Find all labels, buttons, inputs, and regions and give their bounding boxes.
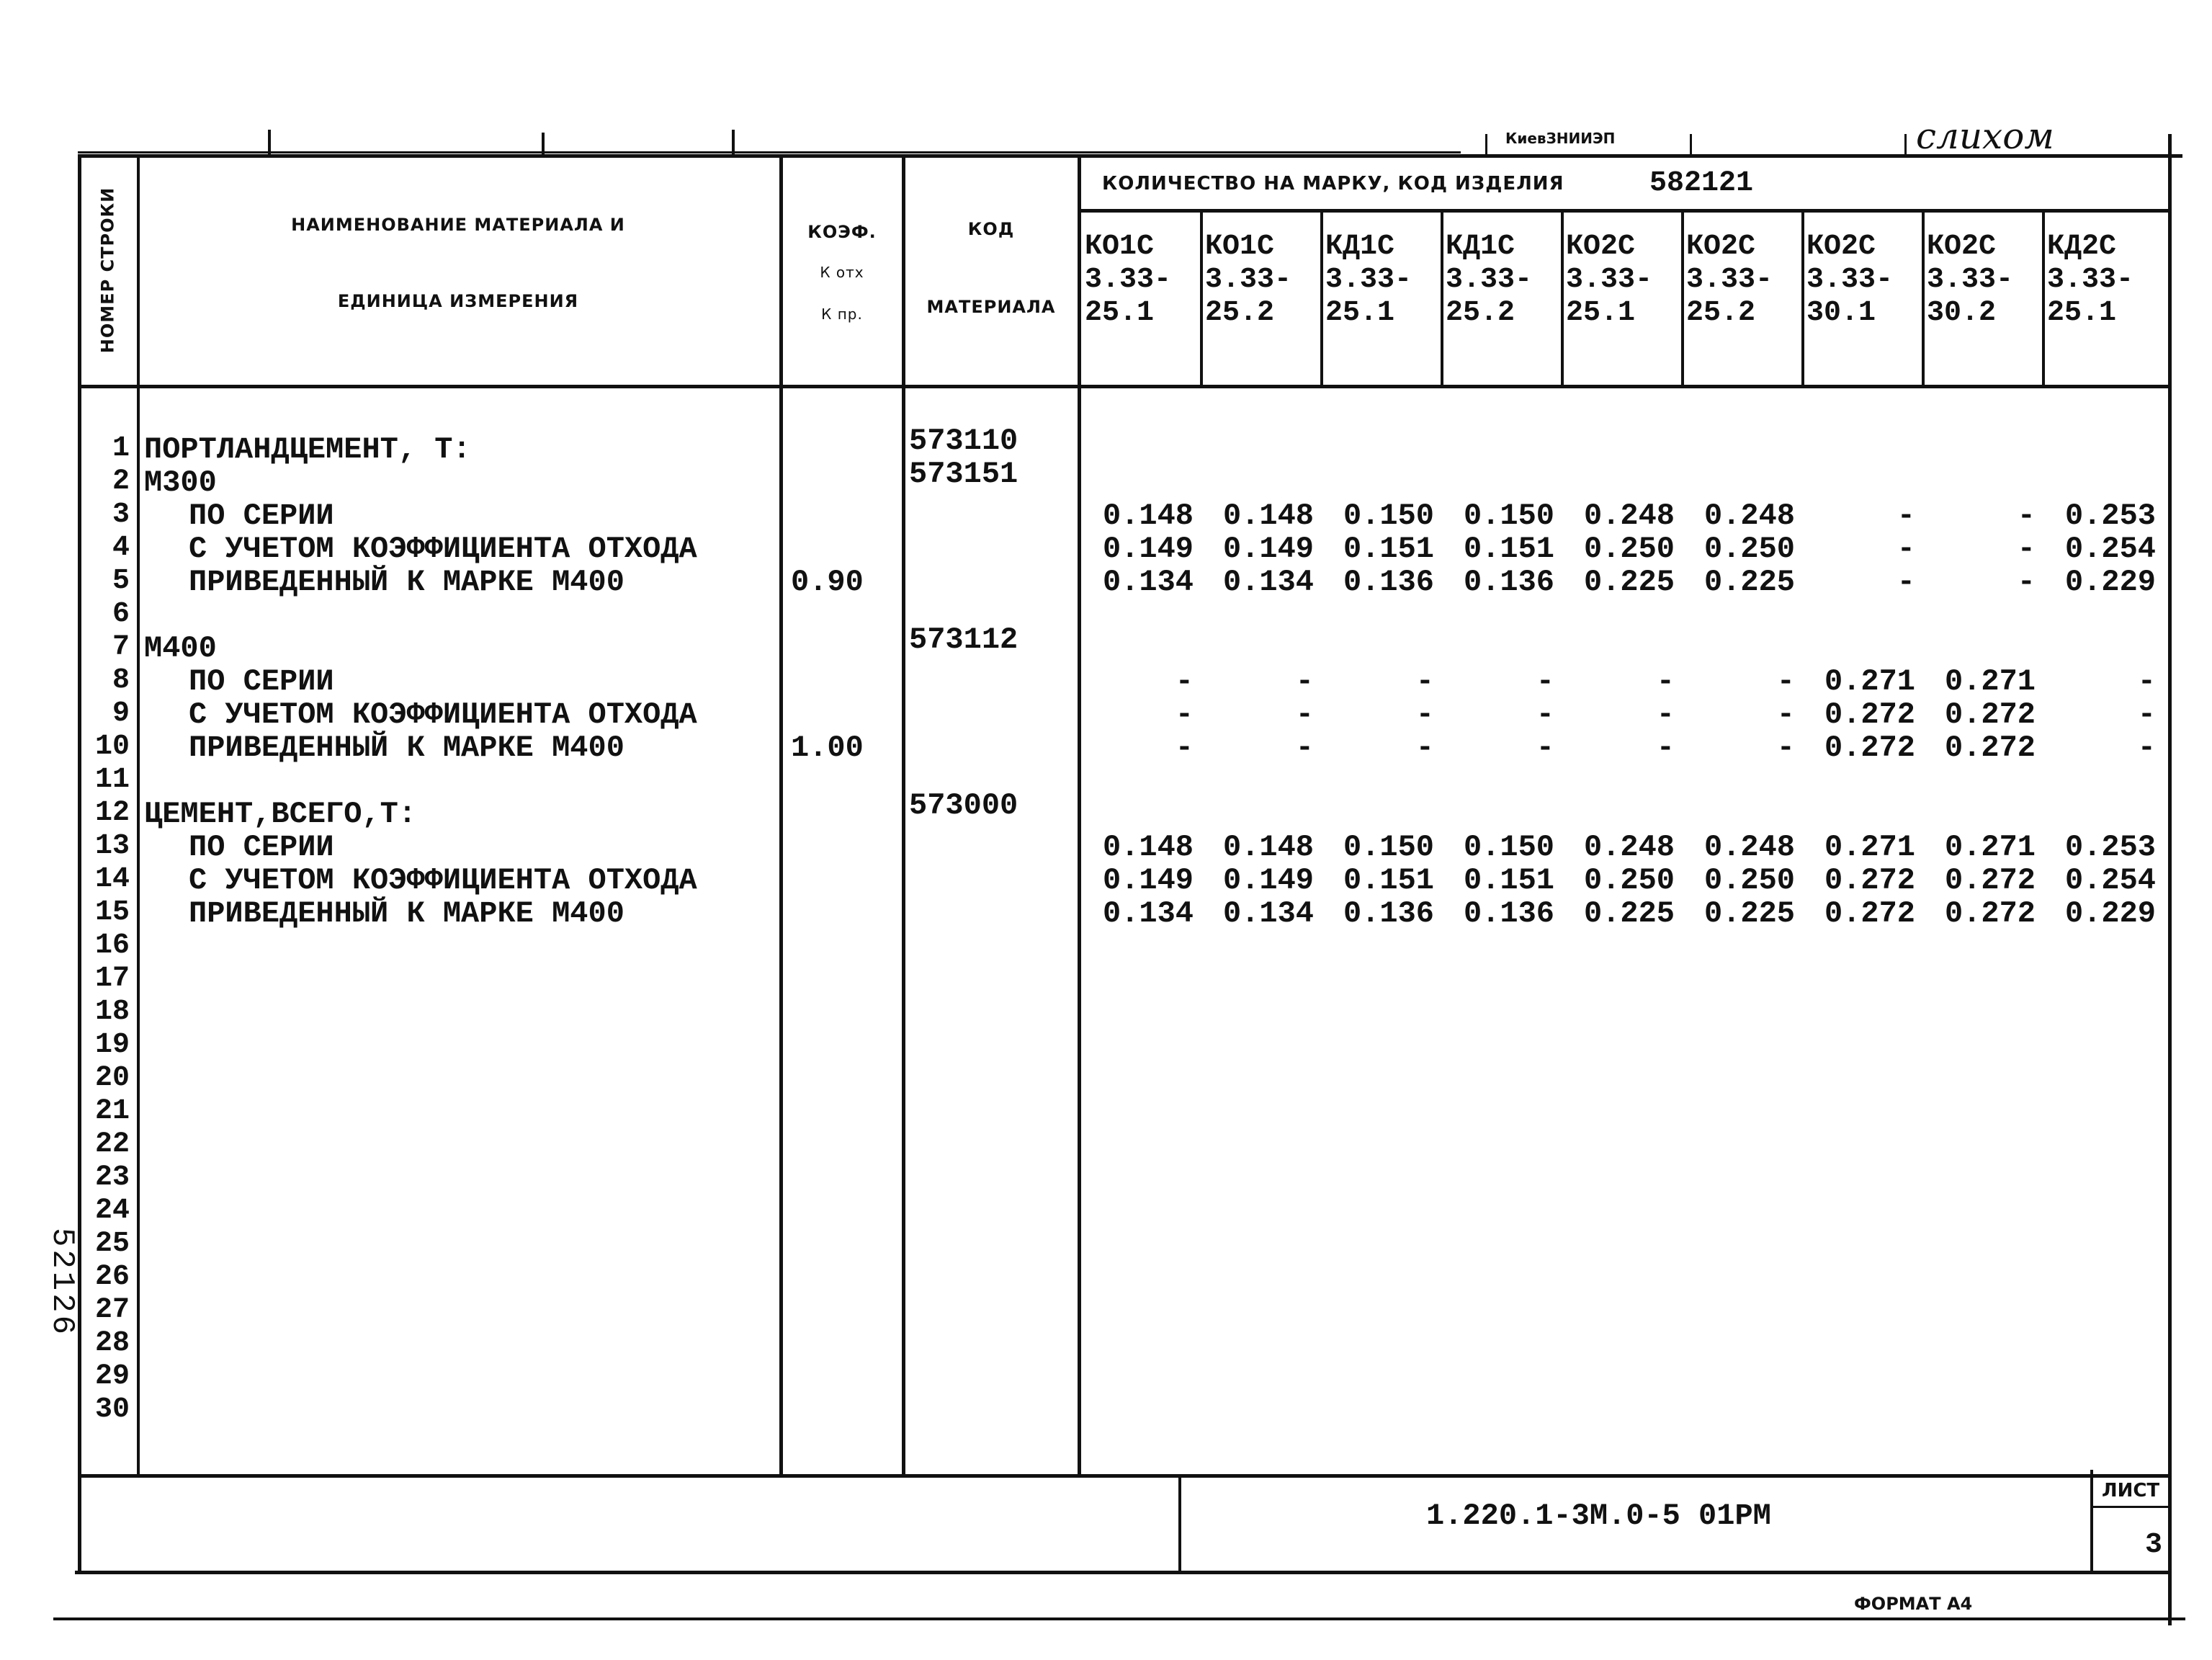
footer-sheet-line: [2090, 1506, 2171, 1508]
quantity-value: -: [2137, 664, 2156, 699]
quantity-value: -: [1776, 697, 1795, 732]
row-number: 14: [94, 863, 130, 896]
row-number: 30: [94, 1393, 130, 1426]
row-number: 15: [94, 896, 130, 929]
quantity-value: 0.250: [1583, 532, 1675, 566]
signature: слихом: [1916, 115, 2054, 157]
footer-sheet-divider: [2090, 1470, 2093, 1574]
mark-col-line-2: [1320, 212, 1323, 386]
mark-header-4: КД1С 3.33- 25.2: [1446, 231, 1533, 329]
quantity-value: 0.271: [1944, 664, 2036, 699]
row-number: 29: [94, 1360, 130, 1393]
quantity-value: 0.148: [1102, 830, 1194, 865]
quantity-value: 0.225: [1583, 565, 1675, 599]
sheet-number: 3: [2145, 1529, 2163, 1561]
quantity-value: 0.248: [1583, 830, 1675, 865]
col-line-name: [779, 154, 783, 1476]
quantity-label-bottom-line: [1080, 209, 2170, 213]
quantity-value: 0.151: [1463, 863, 1554, 898]
coefficient: 1.00: [791, 731, 864, 765]
material-code: 573151: [909, 457, 1018, 491]
quantity-value: 0.253: [2064, 499, 2156, 533]
quantity-value: 0.149: [1102, 532, 1194, 566]
quantity-value: -: [1175, 697, 1194, 732]
row-number: 21: [94, 1095, 130, 1128]
row-number: 8: [112, 664, 130, 697]
material-name: ЦЕМЕНТ,ВСЕГО,Т:: [144, 797, 417, 831]
quantity-value: -: [1295, 697, 1314, 732]
quantity-value: 0.148: [1222, 830, 1314, 865]
row-number: 3: [112, 499, 130, 531]
quantity-value: 0.136: [1343, 896, 1434, 931]
material-name: ПО СЕРИИ: [189, 499, 334, 533]
quantity-value: -: [2017, 565, 2036, 599]
top-tick-4: [1485, 134, 1487, 154]
row-number: 17: [94, 963, 130, 995]
product-code: 582121: [1649, 167, 1754, 200]
quantity-value: 0.225: [1703, 896, 1795, 931]
row-number: 5: [112, 565, 130, 597]
row-number: 6: [112, 598, 130, 630]
quantity-value: 0.150: [1463, 499, 1554, 533]
quantity-value: 0.250: [1703, 532, 1795, 566]
mark-col-line-5: [1681, 212, 1684, 386]
quantity-value: 0.148: [1102, 499, 1194, 533]
row-number: 13: [94, 830, 130, 862]
quantity-value: -: [1295, 664, 1314, 699]
row-number: 22: [94, 1128, 130, 1161]
quantity-value: 0.272: [1824, 731, 1915, 765]
quantity-value: 0.134: [1102, 896, 1194, 931]
quantity-value: -: [1295, 731, 1314, 765]
col-line-code: [1078, 154, 1081, 1476]
quantity-value: 0.248: [1583, 499, 1675, 533]
quantity-value: 0.150: [1343, 830, 1434, 865]
mark-header-5: КО2С 3.33- 25.1: [1566, 231, 1653, 329]
quantity-value: 0.250: [1583, 863, 1675, 898]
quantity-value: 0.248: [1703, 830, 1795, 865]
row-number: 23: [94, 1161, 130, 1194]
row-number: 16: [94, 929, 130, 962]
quantity-value: -: [1175, 731, 1194, 765]
quantity-value: 0.134: [1222, 896, 1314, 931]
row-number: 24: [94, 1195, 130, 1227]
material-name: ПРИВЕДЕННЫЙ К МАРКЕ М400: [189, 565, 624, 599]
coef-header-line2: К отх: [820, 264, 864, 281]
mark-header-2: КО1С 3.33- 25.2: [1205, 231, 1292, 329]
material-name: ПО СЕРИИ: [189, 830, 334, 865]
outer-bottom-line: [53, 1617, 2185, 1620]
quantity-value: -: [1656, 731, 1675, 765]
material-code: 573000: [909, 788, 1018, 823]
row-number: 4: [112, 532, 130, 564]
mark-col-line-6: [1801, 212, 1804, 386]
mark-header-7: КО2С 3.33- 30.1: [1806, 231, 1894, 329]
row-number: 28: [94, 1327, 130, 1360]
quantity-value: 0.149: [1222, 863, 1314, 898]
row-number: 7: [112, 631, 130, 664]
quantity-value: 0.225: [1583, 896, 1675, 931]
top-tick-6: [1904, 134, 1907, 154]
quantity-value: 0.272: [1944, 731, 2036, 765]
coef-header-line3: К пр.: [821, 305, 863, 323]
quantity-value: -: [1536, 664, 1554, 699]
sheet-label: ЛИСТ: [2102, 1480, 2160, 1501]
mark-col-line-7: [1922, 212, 1925, 386]
format-label: ФОРМАТ А4: [1854, 1594, 1973, 1614]
quantity-value: -: [1536, 731, 1554, 765]
quantity-value: -: [2017, 499, 2036, 533]
quantity-value: 0.151: [1343, 532, 1434, 566]
top-org-text: КиевЗНИИЭП: [1505, 130, 1616, 147]
footer-top-line: [78, 1474, 2171, 1478]
frame-right-line: [2168, 134, 2172, 1625]
quantity-value: -: [1175, 664, 1194, 699]
mark-header-3: КД1С 3.33- 25.1: [1325, 231, 1412, 329]
quantity-value: 0.271: [1944, 830, 2036, 865]
top-tick-2: [542, 133, 545, 156]
quantity-value: 0.134: [1222, 565, 1314, 599]
material-name: ПОРТЛАНДЦЕМЕНТ, Т:: [144, 432, 471, 467]
quantity-value: 0.136: [1343, 565, 1434, 599]
top-tick-1: [268, 130, 271, 156]
quantity-value: -: [1897, 499, 1915, 533]
footer-inner-line: [1178, 1571, 2171, 1574]
code-header-line1: КОД: [967, 219, 1015, 239]
document-code: 1.220.1-3М.0-5 01РМ: [1426, 1499, 1771, 1533]
mark-header-8: КО2С 3.33- 30.2: [1927, 231, 2014, 329]
row-number: 26: [94, 1261, 130, 1293]
quantity-value: 0.254: [2064, 532, 2156, 566]
quantity-value: -: [1415, 664, 1434, 699]
row-number: 27: [94, 1294, 130, 1326]
quantity-value: 0.250: [1703, 863, 1795, 898]
row-number-header: НОМЕР СТРОКИ: [97, 187, 118, 354]
quantity-value: 0.148: [1222, 499, 1314, 533]
material-code: 573112: [909, 622, 1018, 657]
col-line-coef: [902, 154, 905, 1476]
quantity-value: -: [1415, 697, 1434, 732]
code-header-line2: МАТЕРИАЛА: [926, 297, 1056, 317]
mark-col-line-4: [1561, 212, 1564, 386]
top-tick-3: [732, 130, 735, 156]
quantity-value: 0.253: [2064, 830, 2156, 865]
mark-col-line-1: [1200, 212, 1203, 386]
row-number: 18: [94, 996, 130, 1028]
quantity-value: -: [2017, 532, 2036, 566]
coefficient: 0.90: [791, 565, 864, 599]
row-number: 12: [94, 797, 130, 829]
material-name: С УЧЕТОМ КОЭФФИЦИЕНТА ОТХОДА: [189, 532, 697, 566]
material-name: ПРИВЕДЕННЫЙ К МАРКЕ М400: [189, 731, 624, 765]
row-number: 2: [112, 465, 130, 498]
quantity-value: -: [1536, 697, 1554, 732]
quantity-value: 0.272: [1824, 896, 1915, 931]
quantity-value: -: [1776, 664, 1795, 699]
top-tick-5: [1690, 134, 1692, 154]
quantity-value: 0.271: [1824, 664, 1915, 699]
quantity-value: 0.272: [1944, 863, 2036, 898]
quantity-value: 0.151: [1463, 532, 1554, 566]
quantity-value: 0.136: [1463, 896, 1554, 931]
quantity-value: 0.248: [1703, 499, 1795, 533]
quantity-value: 0.136: [1463, 565, 1554, 599]
quantity-value: 0.272: [1944, 697, 2036, 732]
quantity-value: 0.225: [1703, 565, 1795, 599]
quantity-value: 0.272: [1824, 697, 1915, 732]
material-name: ПО СЕРИИ: [189, 664, 334, 699]
quantity-value: 0.229: [2064, 565, 2156, 599]
quantity-value: -: [2137, 697, 2156, 732]
quantity-header: КОЛИЧЕСТВО НА МАРКУ, КОД ИЗДЕЛИЯ: [1102, 173, 1564, 195]
quantity-value: 0.271: [1824, 830, 1915, 865]
row-number: 1: [112, 432, 130, 465]
material-name: М300: [144, 465, 217, 500]
mark-header-6: КО2С 3.33- 25.2: [1686, 231, 1773, 329]
row-number: 11: [94, 764, 130, 796]
mark-col-line-3: [1441, 212, 1443, 386]
material-name-header-line1: НАИМЕНОВАНИЕ МАТЕРИАЛА И: [291, 215, 625, 235]
material-name-header-line2: ЕДИНИЦА ИЗМЕРЕНИЯ: [337, 291, 579, 311]
frame-top-line: [78, 154, 2182, 158]
quantity-value: 0.150: [1463, 830, 1554, 865]
row-number: 10: [94, 731, 130, 763]
header-bottom-line: [78, 385, 2170, 388]
quantity-value: 0.149: [1222, 532, 1314, 566]
material-name: ПРИВЕДЕННЫЙ К МАРКЕ М400: [189, 896, 624, 931]
row-number: 19: [94, 1029, 130, 1061]
quantity-value: 0.151: [1343, 863, 1434, 898]
side-inventory-number: 52126: [44, 1227, 80, 1338]
mark-header-9: КД2С 3.33- 25.1: [2047, 231, 2134, 329]
quantity-value: -: [1656, 664, 1675, 699]
col-line-rownum: [137, 154, 140, 1476]
quantity-value: 0.229: [2064, 896, 2156, 931]
row-number: 25: [94, 1228, 130, 1260]
quantity-value: -: [2137, 731, 2156, 765]
coef-header-line1: КОЭФ.: [807, 222, 877, 242]
material-name: С УЧЕТОМ КОЭФФИЦИЕНТА ОТХОДА: [189, 697, 697, 732]
row-number: 20: [94, 1062, 130, 1094]
quantity-value: 0.150: [1343, 499, 1434, 533]
material-code: 573110: [909, 424, 1018, 458]
mark-header-1: КО1С 3.33- 25.1: [1085, 231, 1172, 329]
quantity-value: -: [1897, 565, 1915, 599]
quantity-value: -: [1897, 532, 1915, 566]
material-name: С УЧЕТОМ КОЭФФИЦИЕНТА ОТХОДА: [189, 863, 697, 898]
quantity-value: -: [1776, 731, 1795, 765]
material-name: М400: [144, 631, 217, 666]
quantity-value: -: [1656, 697, 1675, 732]
top-strip-line: [78, 151, 1461, 153]
footer-mid-divider: [1178, 1476, 1181, 1574]
quantity-value: 0.134: [1102, 565, 1194, 599]
quantity-value: 0.254: [2064, 863, 2156, 898]
quantity-value: 0.149: [1102, 863, 1194, 898]
quantity-value: -: [1415, 731, 1434, 765]
row-number: 9: [112, 697, 130, 730]
quantity-value: 0.272: [1944, 896, 2036, 931]
quantity-value: 0.272: [1824, 863, 1915, 898]
mark-col-line-8: [2042, 212, 2045, 386]
